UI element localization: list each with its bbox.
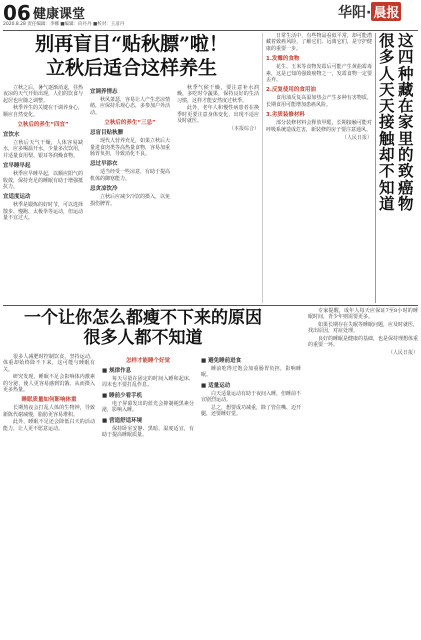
article2-headline-line2: 很多人都不知道 bbox=[83, 328, 203, 348]
issue-info: 2020.8.28 责任编辑：李娜 ■编辑：向丹丹 ■校对：王彦丹 bbox=[3, 22, 125, 27]
paragraph: 秋季是锻炼的好时节，可以选择散步、慢跑、太极拳等运动，但运动量不宜过大。 bbox=[3, 202, 84, 222]
paragraph: 食用油反复高温加热会产生多种有害物质，长期食用可能增加患癌风险。 bbox=[266, 95, 372, 108]
paragraph: 研究发现，睡眠不足会影响体内激素的分泌，使人更容易感到饥饿，从而摄入更多热量。 bbox=[3, 374, 95, 394]
paragraph: 秋季气候干燥，要注意补水润燥，多吃时令蔬果，保持良好的生活习惯，这样才能安然度过秋季。 bbox=[177, 85, 259, 104]
vertical-headline-col1: 这四种藏在家里的致癌物 bbox=[398, 31, 414, 213]
article2-byline: （人民日报） bbox=[387, 350, 418, 357]
subheading: 立秋后的养生“四宜” bbox=[17, 122, 69, 129]
subheading: 宜调养情志 bbox=[90, 89, 118, 95]
paragraph: 此外，睡眠不足还会降低白天的活动能力，让人更不愿意运动。 bbox=[3, 419, 95, 432]
article1-column-1 bbox=[3, 85, 83, 223]
paragraph: 立秋之后，暑气逐渐消退，昼热夜凉的天气开始出现，人们的饮食与起居也应随之调整。 bbox=[3, 85, 84, 104]
article-household-carcinogens bbox=[266, 33, 372, 303]
vertical-headline-col2: 很多人天天接触却不知道 bbox=[379, 31, 395, 213]
paragraph: 现代人营养充足，如果立秋后大量进食肉类等高热量食物，容易加重肠胃负担，导致消化不良。 bbox=[90, 138, 171, 158]
brand-accent: 晨报 bbox=[371, 2, 401, 21]
article-autumn-health bbox=[3, 33, 260, 303]
subheading: 2.反复使用的食用油 bbox=[266, 87, 316, 94]
column-divider bbox=[262, 33, 263, 303]
paragraph: 每天尽量在固定的时间入睡和起床，周末也不要打乱作息。 bbox=[102, 376, 194, 389]
article2-column-3 bbox=[201, 354, 301, 418]
article2-headline-line1: 一个让你怎么都瘦不下来的原因 bbox=[24, 308, 262, 328]
paragraph: 立秋后天气干燥，人体容易缺水，应多喝温开水，少量多次饮用，并适量食用梨、银耳等润燥食物。 bbox=[3, 140, 84, 159]
page-title: 健康课堂 bbox=[33, 7, 86, 22]
paragraph: 秋风萧瑟，容易让人产生悲凉情绪，应保持乐观心态，多参加户外活动。 bbox=[90, 97, 171, 116]
article1-headline-line2: 立秋后适合这样养生 bbox=[45, 57, 217, 79]
paragraph: 很多人减肥时控制饮食、坚持运动，体重却始终降不下来，这可能与睡眠有关。 bbox=[3, 354, 95, 373]
article-sleep-weight bbox=[3, 308, 418, 640]
paragraph: 部分装修材料会释放甲醛，长期接触可能对呼吸系统造成危害，新装修的房子要注意通风。 bbox=[266, 120, 372, 133]
article2-column-4 bbox=[308, 308, 418, 357]
paragraph: 长期熬夜会打乱人体的生物钟，导致新陈代谢减慢，脂肪更容易堆积。 bbox=[3, 405, 95, 418]
subheading: ■ 避免睡前进食 bbox=[201, 358, 242, 364]
subheading: 忌盲目贴秋膘 bbox=[90, 130, 124, 137]
article1-headline-line1: 别再盲目“贴秋膘”啦！ bbox=[35, 33, 228, 55]
section-divider bbox=[3, 305, 418, 306]
page-header bbox=[0, 0, 421, 30]
vertical-divider bbox=[375, 33, 376, 303]
paragraph: 秋季应早睡早起，以顺应阳气的收敛，保持充足的睡眠有助于增强抵抗力。 bbox=[3, 171, 84, 191]
article2-column-1 bbox=[3, 354, 95, 433]
paragraph: 立秋后应减少冷饮的摄入，以免损伤脾胃。 bbox=[90, 194, 171, 207]
subheading: 宜适度运动 bbox=[3, 194, 31, 201]
paragraph: 电子屏幕发出的蓝光会抑制褪黑素分泌，影响入睡。 bbox=[102, 400, 194, 414]
subheading: ■ 营造舒适环境 bbox=[102, 417, 143, 424]
subheading: ■ 睡前少看手机 bbox=[102, 392, 143, 399]
article1-byline: （本报综合） bbox=[228, 126, 259, 133]
paragraph: 日常生活中，有些物品看似平常，却可能潜藏着致癌风险，了解它们、远离它们，是守护健康的重要一步。 bbox=[266, 33, 372, 52]
subheading: 宜饮水 bbox=[3, 132, 20, 139]
paragraph: 花生、玉米等食物发霉后可能产生黄曲霉毒素，这是已知的强致癌物之一，发霉食物一定要丢弃。 bbox=[266, 64, 372, 84]
subheading: 忌贪凉饮冷 bbox=[90, 186, 118, 193]
paragraph: 如果长期存在失眠等睡眠问题，应及时就医，找出原因，对症处理。 bbox=[308, 321, 419, 335]
page-number: 06 bbox=[3, 1, 31, 25]
subheading: 3.劣质装修材料 bbox=[266, 112, 305, 119]
subheading: 睡眠质量如何影响体重 bbox=[21, 397, 77, 404]
paragraph: 适当经受一些凉意，有助于提高机体的御寒能力。 bbox=[90, 169, 171, 182]
subheading: ■ 适量运动 bbox=[201, 382, 231, 389]
paragraph: 白天适量运动有助于夜间入睡，但睡前不宜剧烈运动。 bbox=[201, 390, 302, 404]
subheading: 宜早睡早起 bbox=[3, 163, 31, 170]
article1-column-3 bbox=[177, 85, 259, 133]
paragraph: 此外，老年人和慢性病患者在换季时更要注意身体变化，出现不适应及时就医。 bbox=[177, 105, 259, 125]
subheading: ■ 规律作息 bbox=[102, 368, 132, 374]
paragraph: 秋季养生的关键在于调养身心，顺应自然变化。 bbox=[3, 105, 84, 118]
header-divider bbox=[3, 30, 418, 31]
subheading: 忌过早添衣 bbox=[90, 161, 118, 168]
subheading: 怎样才能睡个好觉 bbox=[125, 358, 170, 364]
subheading: 立秋后的养生“三忌” bbox=[104, 120, 156, 127]
subheading: 1.发霉的食物 bbox=[266, 56, 300, 63]
article1-column-2 bbox=[90, 85, 170, 208]
sidebar-byline: （人民日报） bbox=[341, 135, 372, 142]
sidebar-vertical-headline bbox=[378, 33, 418, 303]
paragraph: 保持卧室安静、黑暗、温度适宜，有助于提高睡眠质量。 bbox=[102, 425, 194, 439]
article2-column-2 bbox=[102, 354, 194, 439]
paragraph: 专家提醒，成年人每天应保证7至8小时的睡眠时间，青少年则需要更多。 bbox=[308, 308, 418, 321]
paragraph: 睡前吃得过饱会加重肠胃负担，影响睡眠。 bbox=[201, 366, 301, 379]
paragraph: 良好的睡眠是健康的基础，也是保持理想体重的重要一环。 bbox=[308, 335, 419, 349]
newspaper-brand bbox=[338, 2, 401, 22]
paragraph: 总之，想要成功减重，除了管住嘴、迈开腿，还要睡好觉。 bbox=[201, 404, 302, 418]
brand-name: 华阳· bbox=[338, 5, 372, 21]
